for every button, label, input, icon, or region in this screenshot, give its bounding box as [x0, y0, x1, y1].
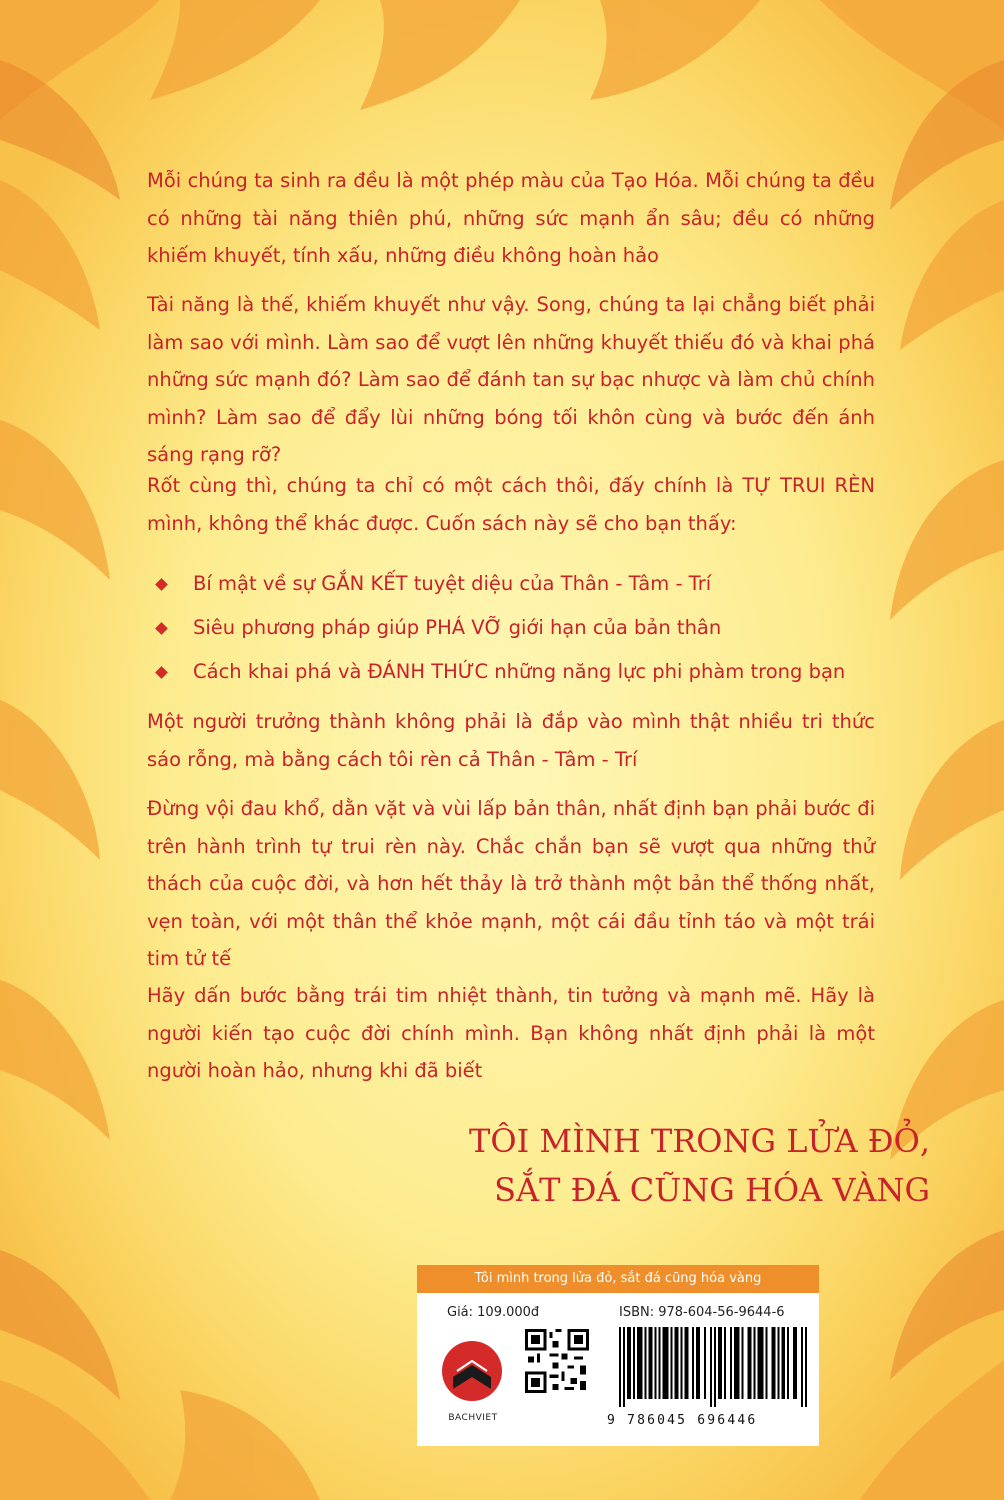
diamond-bullet-icon — [155, 666, 168, 679]
diamond-bullet-icon — [155, 622, 168, 635]
paragraph-text: Đừng vội đau khổ, dằn vặt và vùi lấp bản thân, nhất định bạn phải bước đi trên hành trình tự trui rèn này. Chắc chắn bạn sẽ vượt qua những thử thách của cuộc đời, và hơn hết thảy là trở thành một bản thể thống nhất, vẹn toàn, với một thân thể khỏe mạnh, một cái đầu tỉnh táo và một trái tim tử tế — [147, 797, 875, 970]
barcode-number: 9 786045 696446 — [607, 1413, 758, 1428]
journey-paragraph — [147, 790, 875, 978]
list-item-text: Cách khai phá và ĐÁNH THỨC những năng lực phi phàm trong bạn — [193, 660, 846, 683]
isbn-label: ISBN: 978-604-56-9644-6 — [619, 1305, 785, 1320]
price-label: Giá: 109.000đ — [447, 1305, 540, 1320]
book-info-box — [417, 1265, 819, 1446]
intro-paragraph — [147, 162, 875, 275]
paragraph-text: Rốt cùng thì, chúng ta chỉ có một cách thôi, đấy chính là TỰ TRUI RÈN mình, không thể khác được. Cuốn sách này sẽ cho bạn thấy: — [147, 474, 875, 535]
paragraph-text: Một người trưởng thành không phải là đắp vào mình thật nhiều tri thức sáo rỗng, mà bằng cách tôi rèn cả Thân - Tâm - Trí — [147, 710, 875, 771]
closing-headline — [290, 1117, 930, 1215]
diamond-bullet-icon — [155, 578, 168, 591]
headline-line: TÔI MÌNH TRONG LỬA ĐỎ, — [468, 1122, 930, 1160]
list-item — [147, 654, 907, 698]
list-item-text: Bí mật về sự GẮN KẾT tuyệt diệu của Thân - Tâm - Trí — [193, 572, 712, 595]
headline-line: SẮT ĐÁ CŨNG HÓA VÀNG — [494, 1171, 930, 1209]
list-item — [147, 610, 907, 654]
list-item-text: Siêu phương pháp giúp PHÁ VỠ giới hạn của bản thân — [193, 616, 722, 639]
paragraph-text: Mỗi chúng ta sinh ra đều là một phép màu của Tạo Hóa. Mỗi chúng ta đều có những tài năng thiên phú, những sức mạnh ẩn sâu; đều có những khiếm khuyết, tính xấu, những điều không hoàn hảo — [147, 169, 875, 267]
book-title-strip: Tôi mình trong lửa đỏ, sắt đá cũng hóa vàng — [417, 1265, 819, 1293]
publisher-logo-icon — [437, 1331, 507, 1421]
paragraph-text: Tài năng là thế, khiếm khuyết như vậy. Song, chúng ta lại chẳng biết phải làm sao với mình. Làm sao để vượt lên những khuyết thiếu đó và khai phá những sức mạnh đó? Làm sao để đánh tan sự bạc nhược và làm chủ chính mình? Làm sao để đẩy lùi những bóng tối khôn cùng và bước đến ánh sáng rạng rỡ? — [147, 293, 875, 466]
barcode-icon — [619, 1327, 807, 1407]
benefit-list — [147, 566, 907, 698]
maturity-paragraph — [147, 703, 875, 778]
method-paragraph — [147, 467, 875, 542]
list-item — [147, 566, 907, 610]
qr-code-icon — [525, 1329, 589, 1393]
publisher-name: BACHVIET — [448, 1413, 498, 1423]
paragraph-text: Hãy dấn bước bằng trái tim nhiệt thành, tin tưởng và mạnh mẽ. Hãy là người kiến tạo cuộc đời chính mình. Bạn không nhất định phải là một người hoàn hảo, nhưng khi đã biết — [147, 984, 875, 1082]
encouragement-paragraph — [147, 977, 875, 1090]
questions-paragraph — [147, 286, 875, 474]
